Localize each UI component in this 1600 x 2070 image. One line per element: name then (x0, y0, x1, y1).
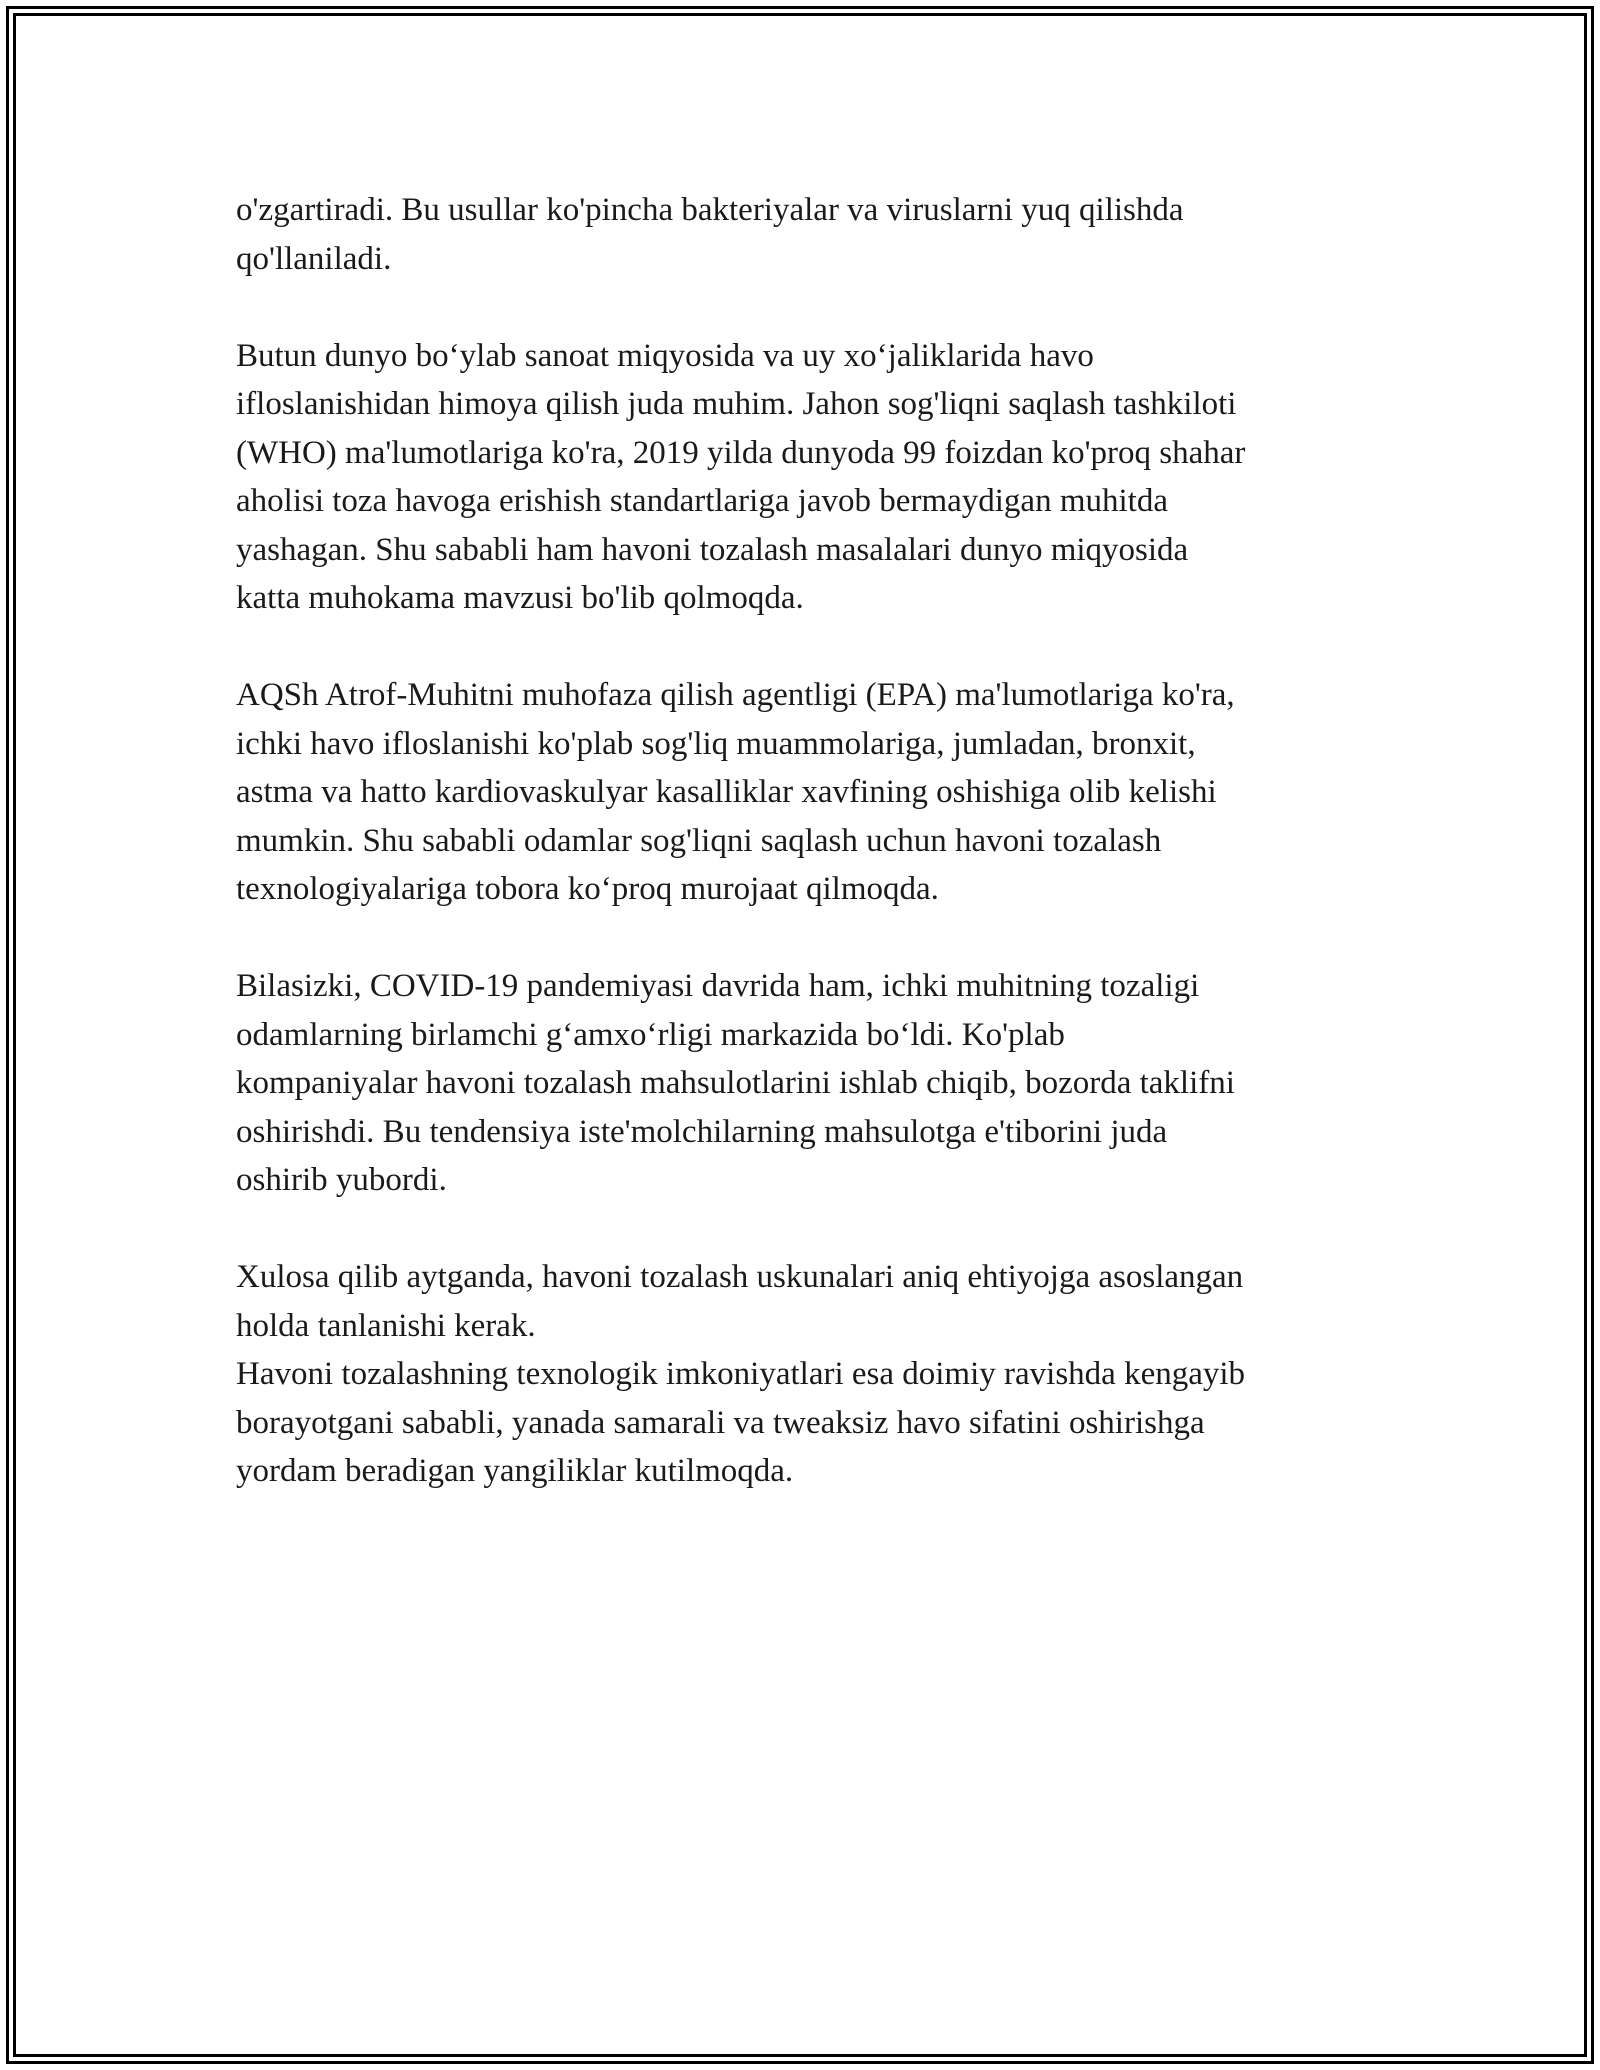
text-line: borayotgani sababli, yanada samarali va tweaksiz havo sifatini oshirishga (236, 1404, 1205, 1441)
text-line: holda tanlanishi kerak. (236, 1307, 536, 1344)
paragraph-4 (236, 962, 1376, 1205)
text-line: oshirishdi. Bu tendensiya iste'molchilarning mahsulotga e'tiborini juda (236, 1113, 1168, 1150)
text-line: texnologiyalariga tobora ko‘proq murojaat qilmoqda. (236, 871, 939, 907)
text-line: oshirib yubordi. (236, 1162, 447, 1198)
text-line: o'zgartiradi. Bu usullar ko'pincha bakteriyalar va viruslarni yuq qilishda (236, 192, 1184, 228)
text-line: astma va hatto kardiovaskulyar kasalliklar xavfining oshishiga olib kelishi (236, 774, 1217, 810)
document-body (236, 186, 1376, 1544)
text-line: katta muhokama mavzusi bo'lib qolmoqda. (236, 580, 804, 616)
paragraph-3 (236, 671, 1376, 914)
paragraph-2 (236, 332, 1376, 623)
text-line: aholisi toza havoga erishish standartlariga javob bermaydigan muhitda (236, 483, 1168, 519)
text-line: ichki havo ifloslanishi ko'plab sog'liq muammolariga, jumladan, bronxit, (236, 725, 1196, 762)
text-line: Bilasizki, COVID-19 pandemiyasi davrida ham, ichki muhitning tozaligi (236, 968, 1200, 1004)
paragraph-5 (236, 1253, 1376, 1350)
text-line: (WHO) ma'lumotlariga ko'ra, 2019 yilda dunyoda 99 foizdan ko'proq shahar (236, 434, 1246, 471)
text-line: ifloslanishidan himoya qilish juda muhim. Jahon sog'liqni saqlash tashkiloti (236, 386, 1237, 422)
paragraph-1 (236, 186, 1376, 283)
text-line: yashagan. Shu sababli ham havoni tozalash masalalari dunyo miqyosida (236, 531, 1189, 568)
text-line: mumkin. Shu sababli odamlar sog'liqni saqlash uchun havoni tozalash (236, 822, 1162, 859)
text-line: AQSh Atrof-Muhitni muhofaza qilish agentligi (EPA) ma'lumotlariga ko'ra, (236, 677, 1235, 713)
text-line: Xulosa qilib aytganda, havoni tozalash uskunalari aniq ehtiyojga asoslangan (236, 1259, 1244, 1295)
text-line: Havoni tozalashning texnologik imkoniyatlari esa doimiy ravishda kengayib (236, 1356, 1246, 1392)
paragraph-6 (236, 1350, 1376, 1496)
text-line: odamlarning birlamchi g‘amxo‘rligi markazida bo‘ldi. Ko'plab (236, 1016, 1065, 1053)
text-line: Butun dunyo bo‘ylab sanoat miqyosida va uy xo‘jaliklarida havo (236, 337, 1094, 374)
text-line: qo'llaniladi. (236, 240, 392, 277)
text-line: yordam beradigan yangiliklar kutilmoqda. (236, 1453, 794, 1489)
text-line: kompaniyalar havoni tozalash mahsulotlarini ishlab chiqib, bozorda taklifni (236, 1065, 1235, 1101)
